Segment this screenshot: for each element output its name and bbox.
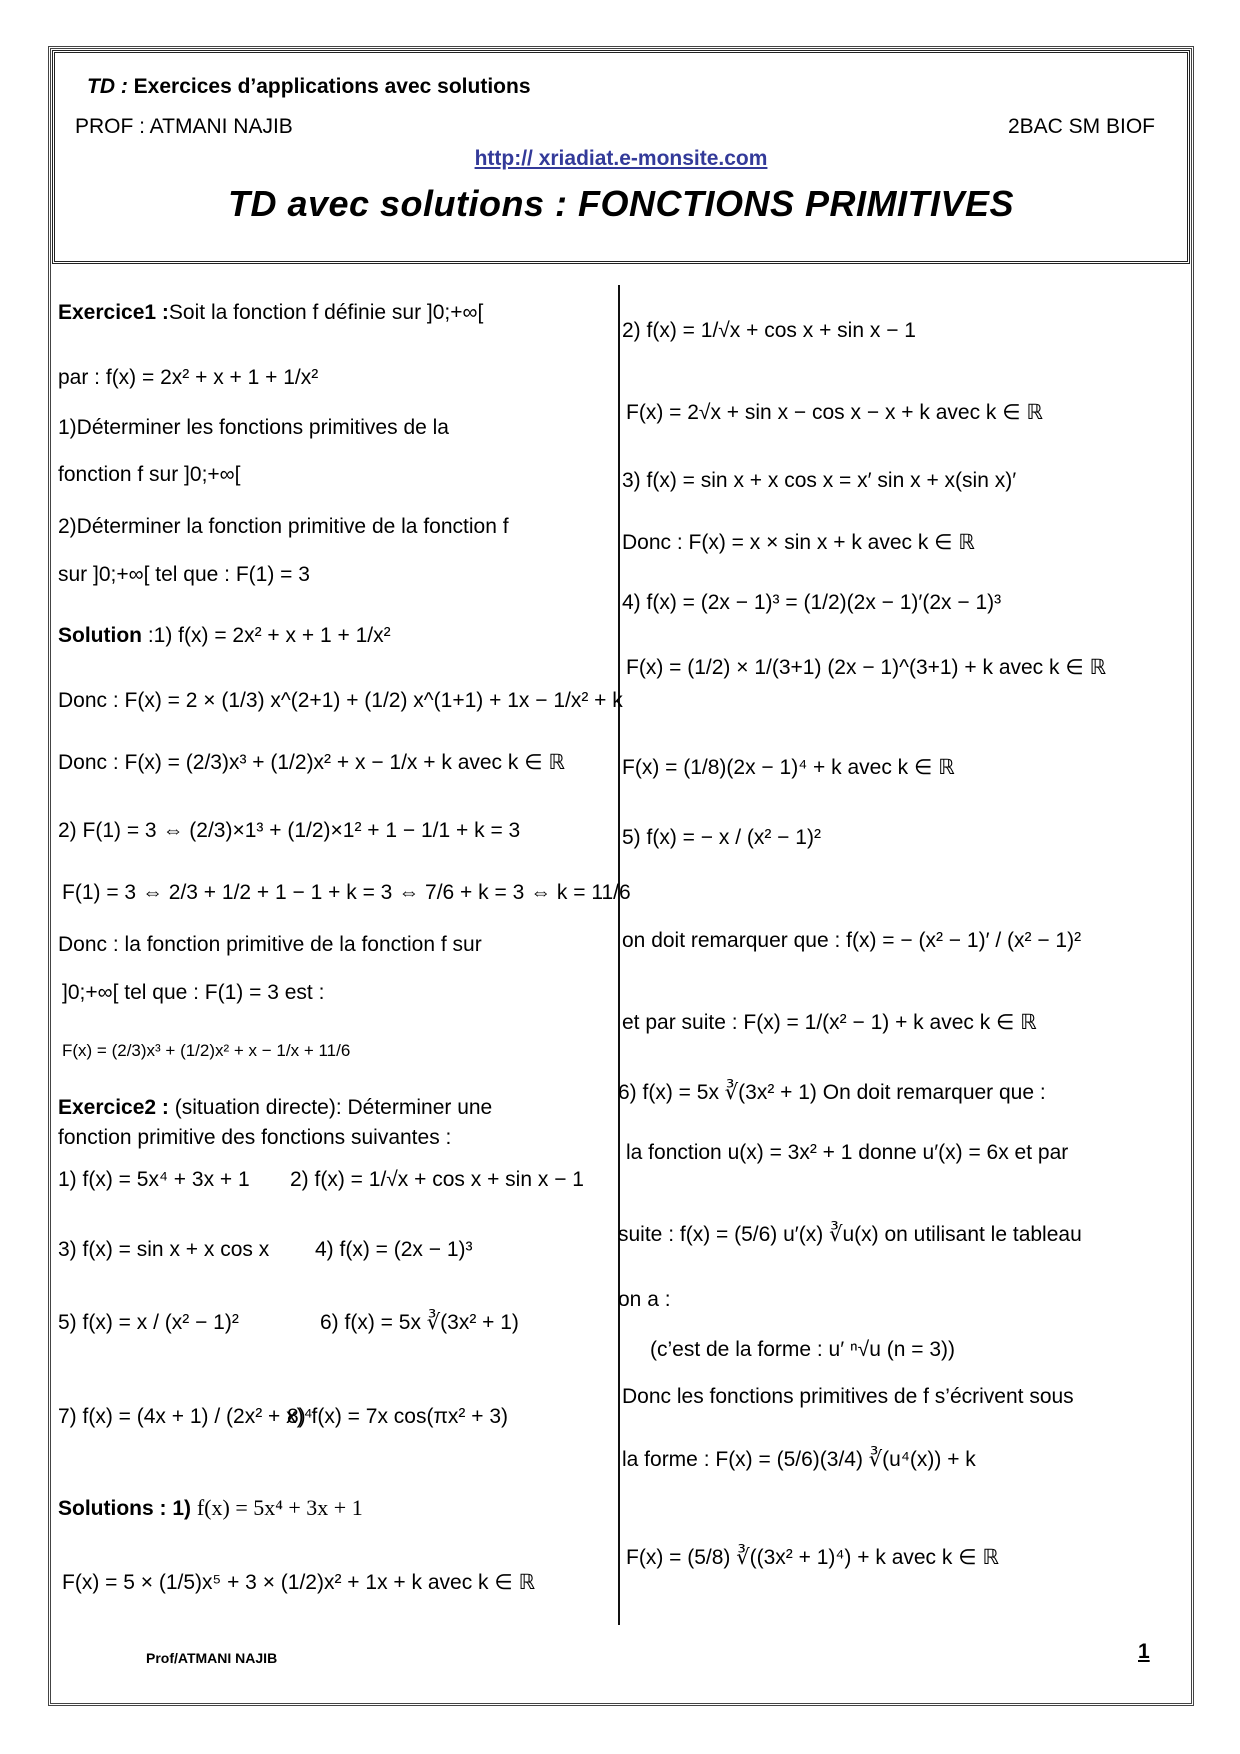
solution-step-3: 2) F(1) = 3 ⇔ (2/3)×1³ + (1/2)×1² + 1 − 1/1 + k = 3 [58, 819, 521, 842]
answer-3: 3) f(x) = sin x + x cos x = x′ sin x + x(sin x)′ [622, 469, 1017, 492]
conclusion-result: F(x) = (2/3)x³ + (1/2)x² + x − 1/x + 11/6 [62, 1041, 351, 1060]
answer-2: 2) f(x) = 1/√x + cos x + sin x − 1 [622, 319, 916, 342]
solution-label: Solution [58, 624, 142, 647]
column-divider [618, 285, 620, 1625]
answer-5-primitive: et par suite : F(x) = 1/(x² − 1) + k avec k ∈ ℝ [622, 1011, 1037, 1034]
subtitle-text: Exercices d’applications avec solutions [133, 75, 531, 98]
answer-6-suite: suite : f(x) = (5/6) u′(x) ∛u(x) on utilisant le tableau [618, 1223, 1082, 1246]
solution1-header [58, 623, 391, 649]
exercise2-text: (situation directe): Déterminer une [174, 1096, 493, 1119]
answer-2-primitive: F(x) = 2√x + sin x − cos x − x + k avec k ∈ ℝ [626, 401, 1043, 424]
exercise2-item-1: 1) f(x) = 5x⁴ + 3x + 1 [58, 1168, 250, 1191]
exercise1-statement [58, 300, 483, 326]
exercise1-function: par : f(x) = 2x² + x + 1 + 1/x² [58, 366, 319, 389]
exercise2-text2: fonction primitive des fonctions suivantes : [58, 1126, 452, 1149]
td-label: TD : [87, 75, 128, 98]
answer-6-primitive: F(x) = (5/8) ∛((3x² + 1)⁴) + k avec k ∈ ℝ [626, 1546, 999, 1569]
question2-line1: 2)Déterminer la fonction primitive de la fonction f [58, 515, 509, 538]
header-box [52, 50, 1190, 264]
exercise2-item-3: 3) f(x) = sin x + x cos x [58, 1238, 270, 1261]
page-title: TD avec solutions : FONCTIONS PRIMITIVES [227, 183, 1015, 224]
exercise2-item-5: 5) f(x) = x / (x² − 1)² [58, 1311, 239, 1334]
solution-step-1: Donc : F(x) = 2 × (1/3) x^(2+1) + (1/2) x^(1+1) + 1x − 1/x² + k [58, 689, 623, 712]
exercise2-item-8: 8) f(x) = 7x cos(πx² + 3) [287, 1405, 509, 1428]
conclusion-line2: ]0;+∞[ tel que : F(1) = 3 est : [62, 981, 325, 1004]
answer-4: 4) f(x) = (2x − 1)³ = (1/2)(2x − 1)′(2x − 1)³ [622, 591, 1002, 614]
exercise2-item-4: 4) f(x) = (2x − 1)³ [315, 1238, 473, 1261]
answer-4-primitive: F(x) = (1/8)(2x − 1)⁴ + k avec k ∈ ℝ [622, 756, 955, 779]
answer-6-ona: on a : [618, 1288, 671, 1311]
exercise1-text: Soit la fonction f définie sur ]0;+∞[ [168, 301, 484, 324]
solution-text: :1) f(x) = 2x² + x + 1 + 1/x² [147, 624, 391, 647]
header-subtitle [87, 75, 531, 99]
answer-3-primitive: Donc : F(x) = x × sin x + k avec k ∈ ℝ [622, 531, 975, 554]
page-frame [48, 46, 1194, 1706]
exercise2-item-6: 6) f(x) = 5x ∛(3x² + 1) [320, 1311, 519, 1334]
class-level: 2BAC SM BIOF [1007, 115, 1155, 138]
prof-name: PROF : ATMANI NAJIB [75, 115, 293, 138]
exercise1-label: Exercice1 : [58, 301, 169, 324]
conclusion-line1: Donc : la fonction primitive de la fonction f sur [58, 933, 482, 956]
question1-line2: fonction f sur ]0;+∞[ [58, 463, 241, 486]
solutions-label: Solutions : 1) [58, 1497, 191, 1520]
page-number: 1 [1138, 1640, 1150, 1663]
exercise2-label: Exercice2 : [58, 1096, 169, 1119]
answer-5: 5) f(x) = − x / (x² − 1)² [622, 826, 821, 849]
solution-step-4: F(1) = 3 ⇔ 2/3 + 1/2 + 1 − 1 + k = 3 ⇔ 7/6 + k = 3 ⇔ k = 11/6 [62, 881, 631, 904]
answer-6-donc: Donc les fonctions primitives de f s’écrivent sous [622, 1385, 1074, 1408]
website-link[interactable]: http:// xriadiat.e-monsite.com [474, 147, 768, 170]
question2-line2: sur ]0;+∞[ tel que : F(1) = 3 [58, 563, 310, 586]
footer-author: Prof/ATMANI NAJIB [146, 1650, 278, 1666]
answer-6-laforme: la forme : F(x) = (5/6)(3/4) ∛(u⁴(x)) + k [622, 1448, 976, 1471]
question1-line1: 1)Déterminer les fonctions primitives de la [58, 416, 449, 439]
answer-6: 6) f(x) = 5x ∛(3x² + 1) On doit remarquer que : [618, 1081, 1046, 1104]
solutions-f: f(x) = 5x⁴ + 3x + 1 [196, 1495, 363, 1520]
exercise2-item-2: 2) f(x) = 1/√x + cos x + sin x − 1 [290, 1168, 584, 1191]
answer-6-form: (c’est de la forme : u′ ⁿ√u (n = 3)) [650, 1338, 955, 1361]
answer-4-primitive-step: F(x) = (1/2) × 1/(3+1) (2x − 1)^(3+1) + k avec k ∈ ℝ [626, 656, 1107, 679]
solutions2-F: F(x) = 5 × (1/5)x⁵ + 3 × (1/2)x² + 1x + k avec k ∈ ℝ [62, 1571, 536, 1594]
answer-5-remark: on doit remarquer que : f(x) = − (x² − 1)′ / (x² − 1)² [622, 929, 1082, 952]
exercise2-item-7: 7) f(x) = (4x + 1) / (2x² + x)⁴ [58, 1405, 313, 1428]
solutions2-header [58, 1494, 363, 1522]
answer-6-u: la fonction u(x) = 3x² + 1 donne u′(x) = 6x et par [626, 1141, 1069, 1164]
exercise2-statement [58, 1095, 492, 1121]
solution-step-2: Donc : F(x) = (2/3)x³ + (1/2)x² + x − 1/x + k avec k ∈ ℝ [58, 751, 565, 774]
